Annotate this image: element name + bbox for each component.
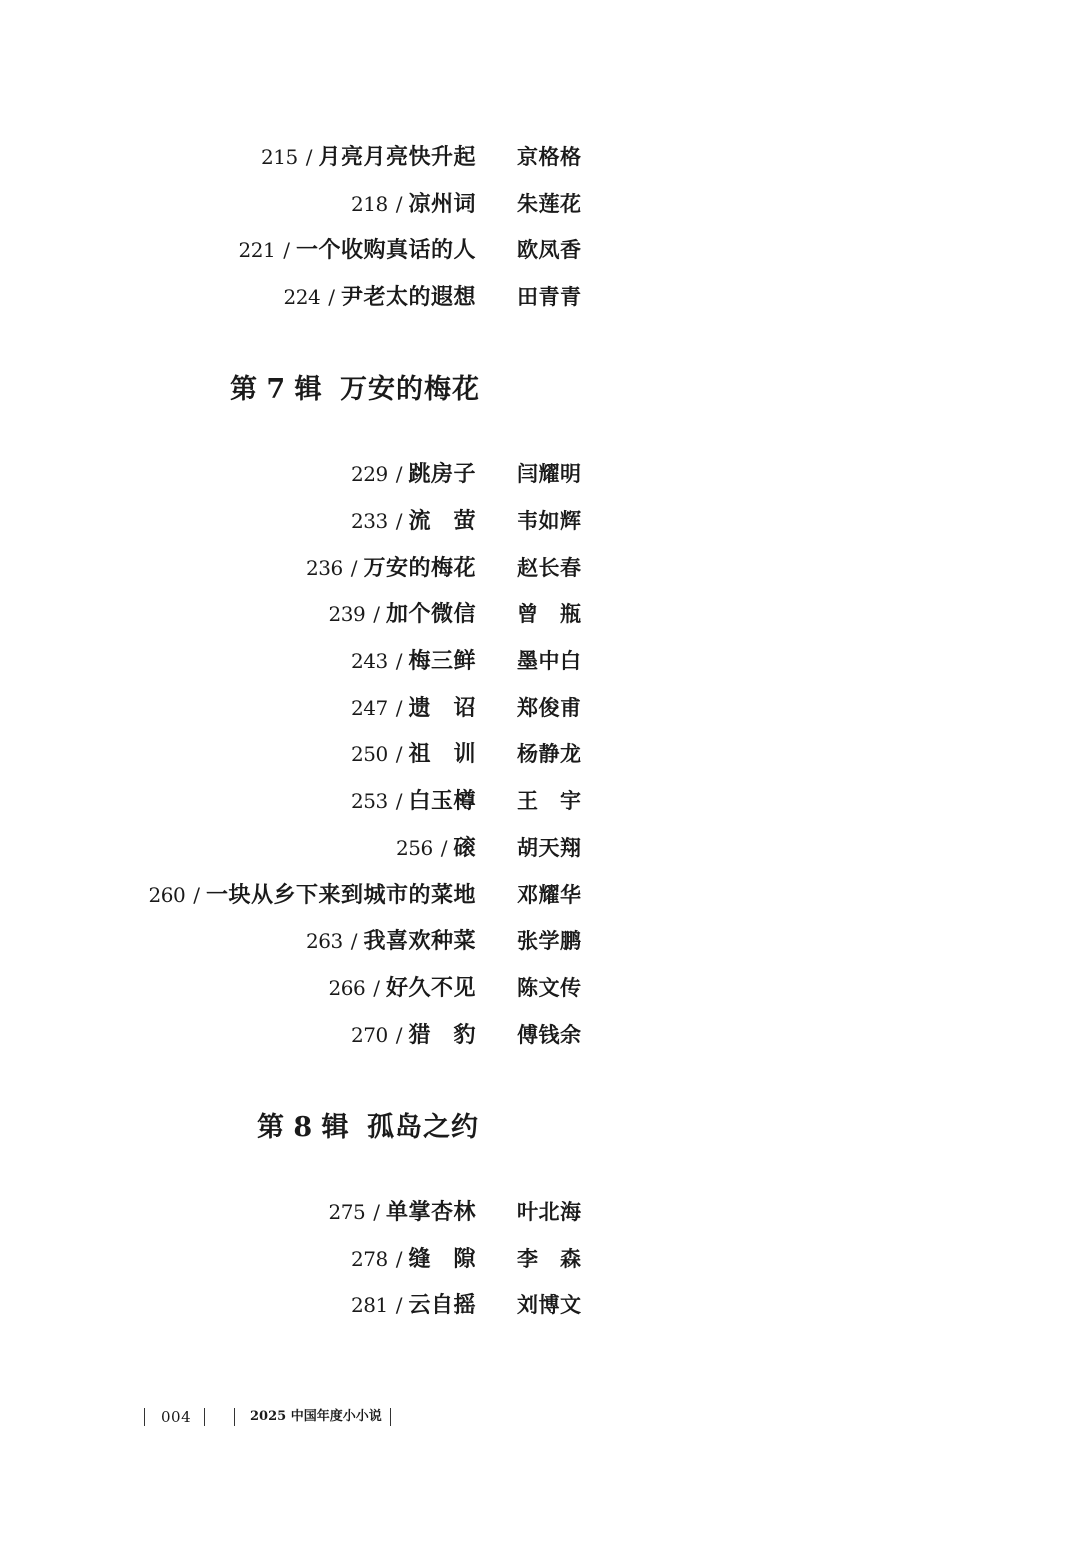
footer-book-title: 2025 中国年度小小说 bbox=[250, 1409, 382, 1424]
toc-entry bbox=[0, 184, 1080, 224]
toc-entry bbox=[0, 734, 1080, 774]
toc-entry-left bbox=[351, 688, 476, 729]
toc-page-number: 270 bbox=[351, 1023, 388, 1047]
toc-author: 欧凤香 bbox=[517, 237, 582, 262]
toc-entry bbox=[0, 548, 1080, 588]
toc-page-number: 278 bbox=[351, 1247, 388, 1271]
toc-title: 猎 豹 bbox=[408, 1022, 476, 1048]
toc-entry-left bbox=[351, 184, 476, 225]
toc-page-number: 263 bbox=[306, 929, 343, 953]
toc-title: 磙 bbox=[453, 835, 476, 861]
toc-separator: / bbox=[395, 696, 403, 720]
toc-entry bbox=[0, 1285, 1080, 1325]
toc-separator: / bbox=[395, 1247, 403, 1271]
toc-author: 胡天翔 bbox=[517, 835, 582, 860]
toc-entry bbox=[0, 828, 1080, 868]
toc-separator: / bbox=[395, 462, 403, 486]
toc-page-number: 224 bbox=[283, 285, 321, 309]
toc-title: 缝 隙 bbox=[408, 1246, 476, 1272]
page-footer bbox=[0, 1404, 1080, 1432]
toc-entry bbox=[0, 277, 1080, 317]
toc-separator: / bbox=[395, 789, 403, 813]
toc-separator: / bbox=[283, 238, 290, 262]
toc-page-number: 247 bbox=[351, 696, 388, 720]
toc-separator: / bbox=[328, 285, 335, 309]
toc-separator: / bbox=[395, 509, 403, 533]
toc-entry bbox=[0, 1192, 1080, 1232]
section-label: 第 8 辑 bbox=[257, 1112, 349, 1143]
section-title: 孤岛之约 bbox=[367, 1112, 479, 1143]
toc-author: 邓耀华 bbox=[517, 882, 582, 907]
toc-author: 墨中白 bbox=[517, 648, 582, 673]
toc-entry-left bbox=[351, 1239, 476, 1280]
toc-entry bbox=[0, 594, 1080, 634]
toc-title: 遗 诏 bbox=[408, 695, 476, 721]
toc-entry bbox=[0, 454, 1080, 494]
toc-title: 一块从乡下来到城市的菜地 bbox=[205, 882, 476, 908]
toc-entry bbox=[0, 875, 1080, 915]
footer-divider bbox=[390, 1408, 391, 1426]
toc-author: 郑俊甫 bbox=[517, 695, 582, 720]
toc-title: 加个微信 bbox=[385, 601, 476, 627]
toc-entry-left bbox=[261, 137, 476, 178]
toc-separator: / bbox=[305, 145, 313, 169]
toc-entry-left bbox=[284, 277, 476, 318]
section-label: 第 7 辑 bbox=[230, 374, 322, 405]
toc-separator: / bbox=[350, 929, 358, 953]
toc-title: 凉州词 bbox=[408, 191, 476, 217]
toc-entry-left bbox=[329, 1192, 476, 1233]
toc-entry-left bbox=[329, 968, 476, 1009]
toc-entry-left bbox=[351, 734, 476, 775]
toc-separator: / bbox=[373, 976, 380, 1000]
toc-title: 尹老太的遐想 bbox=[340, 284, 476, 310]
toc-title: 好久不见 bbox=[385, 975, 476, 1001]
toc-author: 叶北海 bbox=[517, 1199, 582, 1224]
toc-entry-left bbox=[306, 548, 476, 589]
toc-entry-left bbox=[329, 594, 476, 635]
footer-divider bbox=[144, 1408, 145, 1426]
toc-entry bbox=[0, 501, 1080, 541]
toc-page-number: 239 bbox=[328, 602, 366, 626]
toc-title: 月亮月亮快升起 bbox=[318, 144, 476, 170]
toc-title: 一个收购真话的人 bbox=[295, 237, 476, 263]
toc-entry bbox=[0, 641, 1080, 681]
toc-entry bbox=[0, 968, 1080, 1008]
toc-author: 朱莲花 bbox=[517, 191, 582, 216]
toc-author: 杨静龙 bbox=[517, 741, 582, 766]
toc-entry-left bbox=[306, 921, 476, 962]
toc-author: 陈文传 bbox=[517, 975, 582, 1000]
toc-page-number: 256 bbox=[396, 836, 433, 860]
toc-page-number: 243 bbox=[351, 649, 388, 673]
toc-page-number: 250 bbox=[351, 742, 388, 766]
section-heading bbox=[0, 1104, 1080, 1152]
toc-entry-left bbox=[351, 1285, 476, 1326]
toc-page-number: 221 bbox=[238, 238, 276, 262]
toc-separator: / bbox=[440, 836, 448, 860]
toc-author: 王 宇 bbox=[517, 788, 582, 813]
toc-author: 傅钱余 bbox=[517, 1022, 582, 1047]
toc-entry-left bbox=[239, 230, 476, 271]
toc-author: 闫耀明 bbox=[517, 461, 582, 486]
footer-divider bbox=[234, 1408, 235, 1426]
toc-page-number: 253 bbox=[351, 789, 388, 813]
toc-entry bbox=[0, 1015, 1080, 1055]
toc-page-number: 266 bbox=[328, 976, 366, 1000]
toc-title: 万安的梅花 bbox=[363, 555, 476, 581]
toc-author: 曾 瓶 bbox=[517, 601, 582, 626]
toc-title: 我喜欢种菜 bbox=[363, 928, 476, 954]
toc-separator: / bbox=[373, 602, 380, 626]
toc-entry bbox=[0, 137, 1080, 177]
toc-separator: / bbox=[395, 649, 403, 673]
toc-page-number: 281 bbox=[351, 1293, 388, 1317]
footer-divider bbox=[204, 1408, 205, 1426]
toc-separator: / bbox=[395, 1293, 403, 1317]
toc-author: 田青青 bbox=[517, 284, 582, 309]
toc-title: 白玉樽 bbox=[408, 788, 476, 814]
toc-separator: / bbox=[373, 1200, 380, 1224]
toc-entry-left bbox=[351, 781, 476, 822]
toc-page-number: 260 bbox=[148, 883, 186, 907]
toc-title: 单掌杏林 bbox=[385, 1199, 476, 1225]
toc-entry bbox=[0, 781, 1080, 821]
toc-entry-left bbox=[351, 501, 476, 542]
toc-entry-left bbox=[351, 454, 476, 495]
toc-page-number: 236 bbox=[306, 556, 343, 580]
toc-title: 流 萤 bbox=[408, 508, 476, 534]
toc-entry bbox=[0, 921, 1080, 961]
toc-separator: / bbox=[395, 192, 403, 216]
toc-separator: / bbox=[193, 883, 200, 907]
toc-title: 云自摇 bbox=[408, 1292, 476, 1318]
toc-entry bbox=[0, 230, 1080, 270]
toc-title: 跳房子 bbox=[408, 461, 476, 487]
toc-author: 韦如辉 bbox=[517, 508, 582, 533]
toc-entry-left bbox=[351, 1015, 476, 1056]
toc-separator: / bbox=[395, 742, 403, 766]
section-title: 万安的梅花 bbox=[340, 374, 480, 405]
toc-page-number: 218 bbox=[351, 192, 388, 216]
toc-author: 刘博文 bbox=[517, 1292, 582, 1317]
toc-entry bbox=[0, 688, 1080, 728]
toc-page-number: 229 bbox=[351, 462, 388, 486]
toc-title: 梅三鲜 bbox=[408, 648, 476, 674]
toc-page-number: 275 bbox=[328, 1200, 366, 1224]
toc-author: 张学鹏 bbox=[517, 928, 582, 953]
toc-separator: / bbox=[350, 556, 358, 580]
toc-page-number: 233 bbox=[351, 509, 388, 533]
toc-author: 京格格 bbox=[517, 144, 582, 169]
toc-entry bbox=[0, 1239, 1080, 1279]
toc-entry-left bbox=[351, 641, 476, 682]
toc-author: 李 森 bbox=[517, 1246, 582, 1271]
toc-page-number: 215 bbox=[261, 145, 298, 169]
toc-title: 祖 训 bbox=[408, 741, 476, 767]
toc-separator: / bbox=[395, 1023, 403, 1047]
toc-entry-left bbox=[149, 875, 476, 916]
toc-author: 赵长春 bbox=[517, 555, 582, 580]
toc-entry-left bbox=[396, 828, 476, 869]
footer-page-number: 004 bbox=[161, 1408, 192, 1426]
section-heading bbox=[0, 366, 1080, 414]
